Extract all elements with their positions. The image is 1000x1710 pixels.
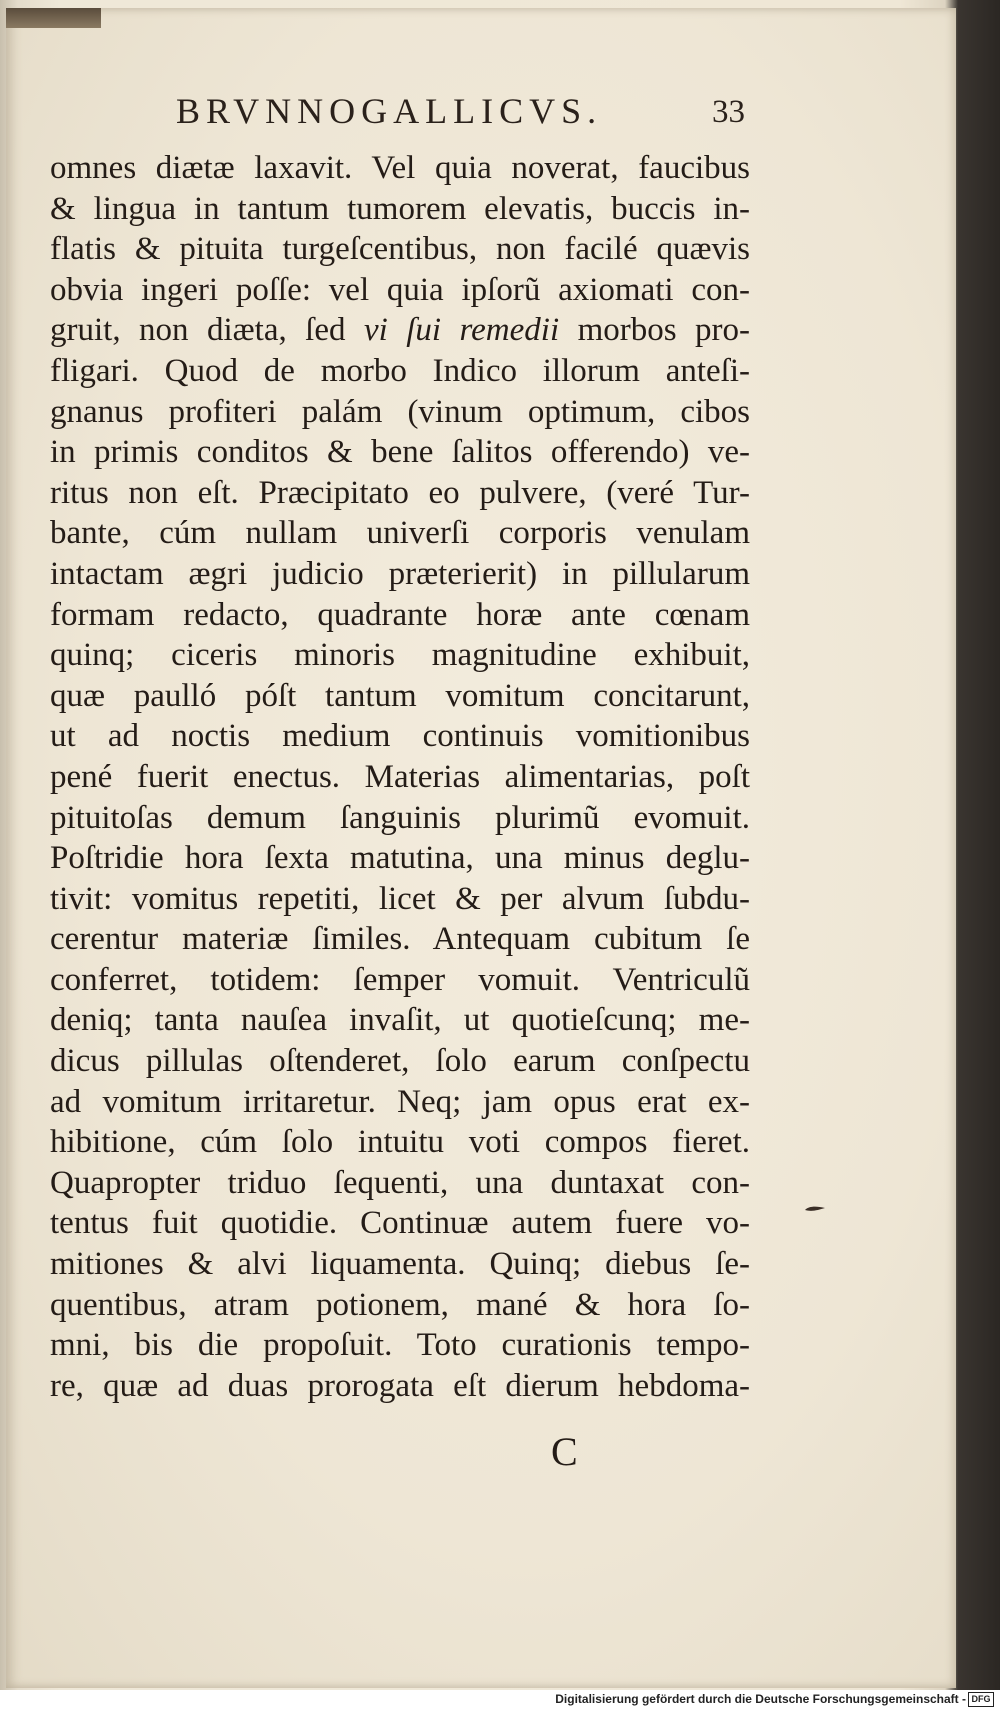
text-line: ritus non eſt. Præcipitato eo pulvere, (veré Tur- bbox=[50, 474, 750, 511]
text-line bbox=[50, 310, 750, 351]
text-line: formam redacto, quadrante horæ ante cœnam bbox=[50, 596, 750, 633]
text-line: ut ad noctis medium continuis vomitionibus bbox=[50, 718, 750, 755]
text-line: flatis & pituita turgeſcentibus, non facilé quævis bbox=[50, 231, 750, 268]
text-line: hibitione, cúm ſolo intuitu voti compos fieret. bbox=[50, 1124, 750, 1161]
text-line: tentus fuit quotidie. Continuæ autem fuere vo- bbox=[50, 1205, 750, 1242]
text-line: cerentur materiæ ſimiles. Antequam cubitum ſe bbox=[50, 921, 750, 958]
text-line: & lingua in tantum tumorem elevatis, buccis in- bbox=[50, 190, 750, 227]
text-line: obvia ingeri poſſe: vel quia ipſorũ axiomati con- bbox=[50, 271, 750, 308]
text-line: pené fuerit enectus. Materias alimentarias, poſt bbox=[50, 758, 750, 795]
signature-mark: C bbox=[551, 1429, 578, 1474]
text-line: in primis conditos & bene ſalitos offerendo) ve- bbox=[50, 434, 750, 471]
funding-credit: Digitalisierung gefördert durch die Deutsche Forschungsgemeinschaft - bbox=[555, 1692, 966, 1706]
text-line: re, quæ ad duas prorogata eſt dierum hebdoma- bbox=[50, 1367, 750, 1404]
running-head: BRVNNOGALLICVS. bbox=[176, 91, 603, 131]
text-line: Poſtridie hora ſexta matutina, una minus deglu- bbox=[50, 840, 750, 877]
text-line: intactam ægri judicio præterierit) in pillularum bbox=[50, 555, 750, 592]
italic-phrase: vi ſui remedii bbox=[363, 312, 560, 349]
page-corner-shadow bbox=[6, 8, 101, 28]
text-line: tivit: vomitus repetiti, licet & per alvum ſubdu- bbox=[50, 880, 750, 917]
book-page bbox=[6, 8, 956, 1688]
text-line: dicus pillulas oſtenderet, ſolo earum conſpectu bbox=[50, 1043, 750, 1080]
body-text bbox=[50, 148, 750, 1406]
text-run: gruit, non diæta, ſed bbox=[50, 312, 364, 349]
text-line: Quapropter triduo ſequenti, una duntaxat con- bbox=[50, 1164, 750, 1201]
text-line: mni, bis die propoſuit. Toto curationis tempo- bbox=[50, 1327, 750, 1364]
text-line: quentibus, atram potionem, mané & hora ſo- bbox=[50, 1286, 750, 1323]
text-line: fligari. Quod de morbo Indico illorum anteſi- bbox=[50, 352, 750, 389]
text-line: conferret, totidem: ſemper vomuit. Ventriculũ bbox=[50, 961, 750, 998]
text-line: omnes diætæ laxavit. Vel quia noverat, faucibus bbox=[50, 150, 750, 186]
text-line: mitiones & alvi liquamenta. Quinq; diebus ſe- bbox=[50, 1246, 750, 1283]
text-line: bante, cúm nullam univerſi corporis venulam bbox=[50, 515, 750, 552]
dfg-logo-icon: DFG bbox=[968, 1692, 994, 1707]
text-line: quæ paulló póſt tantum vomitum concitarunt, bbox=[50, 677, 750, 714]
text-run: morbos pro- bbox=[559, 312, 751, 349]
page-number: 33 bbox=[712, 94, 745, 130]
text-line: quinq; ciceris minoris magnitudine exhibuit, bbox=[50, 637, 750, 674]
text-line: deniq; tanta nauſea invaſit, ut quotieſcunq; me- bbox=[50, 1002, 750, 1039]
text-line: ad vomitum irritaretur. Neq; jam opus erat ex- bbox=[50, 1083, 750, 1120]
text-line: pituitoſas demum ſanguinis plurimũ evomuit. bbox=[50, 799, 750, 836]
ink-mark-icon bbox=[804, 1204, 826, 1214]
text-line: gnanus profiteri palám (vinum optimum, cibos bbox=[50, 393, 750, 430]
